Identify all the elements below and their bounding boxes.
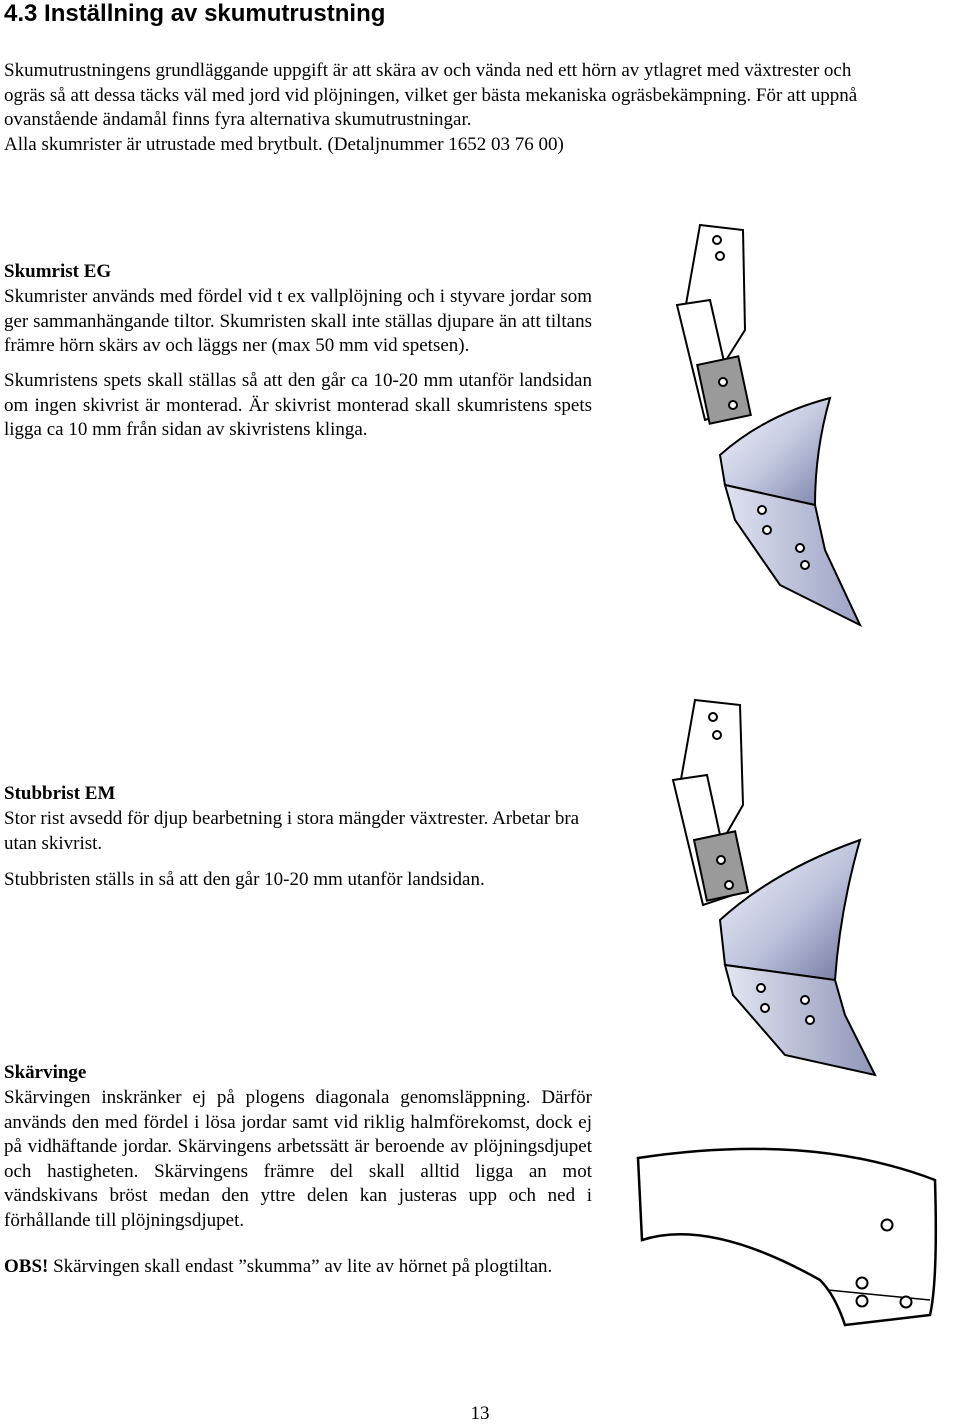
obs-paragraph (4, 1255, 592, 1280)
bolt-hole (717, 856, 725, 864)
stubbrist-title: Stubbrist EM (4, 783, 116, 804)
stubbrist-paragraph-2: Stubbristen ställs in så att den går 10-20 mm utanför landsidan. (4, 869, 485, 890)
intro-paragraph (4, 59, 944, 157)
skarvinge-illustration (630, 1140, 955, 1330)
bolt-hole (729, 401, 737, 409)
bolt-hole (796, 544, 804, 552)
intro-line: ovanstående ändamål finns fyra alternativa skumutrustningar. (4, 109, 472, 130)
bolt-hole (716, 252, 724, 260)
rist-blade (725, 965, 875, 1075)
bolt-hole (713, 236, 721, 244)
bolt-hole (719, 378, 727, 386)
bolt-hole (882, 1220, 893, 1231)
section-title: 4.3 Inställning av skumutrustning (4, 0, 386, 27)
page-number: 13 (470, 1403, 490, 1424)
bolt-hole (725, 881, 733, 889)
intro-line: Alla skumrister är utrustade med brytbult. (Detaljnummer 1652 03 76 00) (4, 133, 564, 155)
stubbrist-illustration (665, 695, 880, 1080)
stubbrist-paragraph-1: Stor rist avsedd för djup bearbetning i stora mängder växtrester. Arbetar bra utan skivrist. (4, 808, 580, 854)
skarvinge-plate (638, 1149, 936, 1325)
bolt-hole (806, 1016, 814, 1024)
skumrist-illustration (665, 220, 875, 632)
bolt-hole (709, 713, 717, 721)
intro-line: ogräs så att dessa täcks väl med jord vid plöjningen, vilket ger bästa mekaniska ogräsbekämpning. För att uppnå (4, 84, 858, 106)
skumrist-paragraph-2: Skumristens spets skall ställas så att den går ca 10-20 mm utanför landsidan om ingen skivrist är monterad. Är skivrist monterad skall skumristens spets ligga ca 10 mm från sidan av skivristens klinga. (4, 370, 592, 440)
bolt-hole (801, 561, 809, 569)
skumrist-paragraph-1: Skumrister används med fördel vid t ex vallplöjning och i styvare jordar som ger sammanhängande tiltor. Skumristen skall inte ställas djupare än att tiltans främre hörn skärs av och läggs ner (max 50 mm vid spetsen). (4, 286, 592, 356)
bolt-hole (757, 984, 765, 992)
bolt-hole (761, 1004, 769, 1012)
bolt-hole (758, 506, 766, 514)
skarvinge-title: Skärvinge (4, 1062, 87, 1083)
intro-line: Skumutrustningens grundläggande uppgift är att skära av och vända ned ett hörn av ytlagret med växtrester och (4, 60, 852, 81)
skumrist-title: Skumrist EG (4, 261, 112, 282)
obs-label: OBS! (4, 1256, 49, 1277)
rist-blade (725, 485, 860, 625)
bolt-hole (801, 996, 809, 1004)
bolt-hole (713, 731, 721, 739)
obs-text: Skärvingen skall endast ”skumma” av lite av hörnet på plogtiltan. (48, 1256, 553, 1277)
bolt-hole (857, 1296, 868, 1307)
bolt-hole (763, 526, 771, 534)
bolt-hole (857, 1278, 868, 1289)
skarvinge-paragraph: Skärvingen inskränker ej på plogens diagonala genomsläppning. Därför används den med fördel i lösa jordar samt vid riklig halmförekomst, dock ej på vidhäftande jordar. Skärvingens arbetssätt är beroende av plöjningsdjupet och hastigheten. Skärvingens främre del skall alltid ligga an mot vändskivans bröst medan den yttre delen kan justeras upp och ned i förhållande till plöjningsdjupet. (4, 1087, 592, 1231)
bolt-hole (901, 1297, 912, 1308)
